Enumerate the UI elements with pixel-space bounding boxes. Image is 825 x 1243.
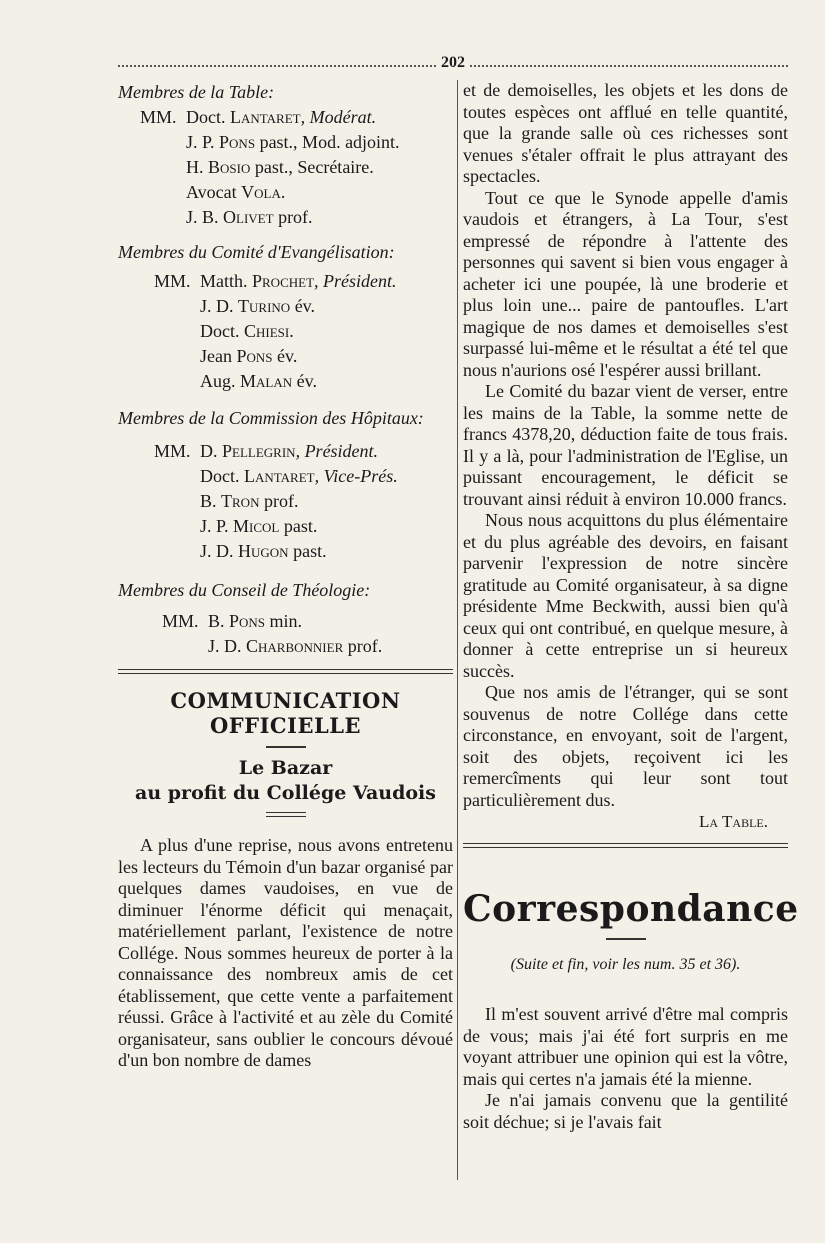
section-rule (463, 843, 788, 848)
member-row: J. P. Pons past., Mod. adjoint. (186, 132, 400, 152)
left-column (118, 80, 453, 1072)
theologie-members (118, 609, 453, 659)
title-dash-double (266, 812, 306, 817)
correspondance-paragraph-2: Je n'ai jamais convenu que la gentilité soit déchue; si je l'avais fait (463, 1090, 788, 1132)
column-divider (457, 80, 458, 1180)
communication-title: COMMUNICATION OFFICIELLE (170, 688, 401, 738)
evangelisation-heading: Membres du Comité d'Evangélisation: (118, 242, 395, 262)
member-row: MM.Doct. Lantaret, Modérat. (140, 107, 377, 127)
member-row: MM.D. Pellegrin, Président. (154, 441, 379, 461)
bazar-paragraph-5: Que nos amis de l'étranger, qui se sont souvenus de notre Collége dans cette circonstance, en envoyant, soit de l'argent, soit des objets, reçoivent ici les remercîments qui leur sont tout particulièrement dus. (463, 682, 788, 810)
member-row: J. P. Micol past. (200, 516, 318, 536)
title-dash (606, 938, 646, 940)
member-row: H. Bosio past., Secrétaire. (186, 157, 374, 177)
bazar-paragraph-continued: et de demoiselles, les objets et les dons de toutes espèces ont afflué en telle quantité, que la grande salle où ces richesses sont venues s'étaler offrait le plus attrayant des spectacles. (463, 80, 788, 186)
bazar-title-line-2: au profit du Collége Vaudois (135, 782, 436, 804)
member-row: J. D. Hugon past. (200, 541, 327, 561)
member-row: Doct. Lantaret, Vice-Prés. (200, 466, 398, 486)
right-column (463, 80, 799, 1133)
header-rule-left (118, 65, 436, 69)
member-row: Doct. Chiesi. (200, 321, 294, 341)
member-row: Avocat Vola. (186, 182, 286, 202)
section-rule (118, 669, 453, 674)
page-header (118, 54, 788, 72)
member-row: Aug. Malan év. (200, 371, 317, 391)
hopitaux-heading: Membres de la Commission des Hôpitaux: (118, 408, 424, 428)
bazar-paragraph-2: Tout ce que le Synode appelle d'amis vaudois et étrangers, à La Tour, s'est empressé de répondre à l'attente des personnes qui savent si bien vous engager à acheter ici une poupée, là une broderie et plus loin une... paire de pantoufles. L'art magique de nos dames et demoiselles s'est surpassé lui-même et le résultat a été tel que nous n'aurions osé l'espérer aussi brillant. (463, 187, 788, 380)
member-row: J. D. Turino év. (200, 296, 316, 316)
bazar-paragraph-4: Nous nous acquittons du plus élémentaire et du plus agréable des devoirs, en faisant parvenir l'expression de notre sincère gratitude au Comité organisateur, à sa digne présidente Mme Beckwith, aussi bien qu'à ceux qui ont contribué, en quelque mesure, à donner à cette entreprise un si heureux succès. (463, 510, 788, 681)
hopitaux-members (118, 439, 453, 564)
correspondance-paragraph-1: Il m'est souvent arrivé d'être mal compris de vous; mais j'ai été fort surpris en me voyant attribuer une opinion qui est la vôtre, mais qui certes n'a jamais été la mienne. (463, 1004, 788, 1089)
member-row: J. D. Charbonnier prof. (208, 636, 383, 656)
bazar-title-line-1: Le Bazar (238, 757, 333, 779)
correspondance-title: Correspondance (463, 888, 799, 930)
member-row: Jean Pons év. (200, 346, 298, 366)
theologie-heading: Membres du Conseil de Théologie: (118, 580, 371, 600)
title-dash (266, 746, 306, 748)
member-row: MM.B. Pons min. (162, 611, 303, 631)
member-row: B. Tron prof. (200, 491, 299, 511)
member-row: J. B. Olivet prof. (186, 207, 313, 227)
member-row: MM.Matth. Prochet, Président. (154, 271, 397, 291)
table-heading: Membres de la Table: (118, 82, 275, 102)
table-members (118, 105, 453, 230)
bazar-paragraph: A plus d'une reprise, nous avons entretenu les lecteurs du Témoin d'un bazar organisé par quelques dames vaudoises, en vue de diminuer l'énorme déficit qui menaçait, matériellement parlant, l'existence de notre Collége. Nous sommes heureux de porter à la connaissance des nombreux amis de cet établissement, que cette vente a parfaitement réussi. Grâce à l'activité et au zèle du Comité organisateur, sans oublier le concours dévoué d'un bon nombre de dames (118, 835, 453, 1070)
signature: La Table. (699, 812, 768, 831)
page-number: 202 (441, 54, 465, 71)
evangelisation-members (118, 269, 453, 394)
suite-note: (Suite et fin, voir les num. 35 et 36). (510, 956, 741, 973)
header-rule-right (470, 65, 788, 69)
bazar-paragraph-3: Le Comité du bazar vient de verser, entre les mains de la Table, la somme nette de francs 4378,20, déduction faite de tous frais. Il y a là, pour l'administration de l'Eglise, un puissant encouragement, le déficit se trouvant ainsi réduit à environ 10.000 francs. (463, 381, 788, 509)
